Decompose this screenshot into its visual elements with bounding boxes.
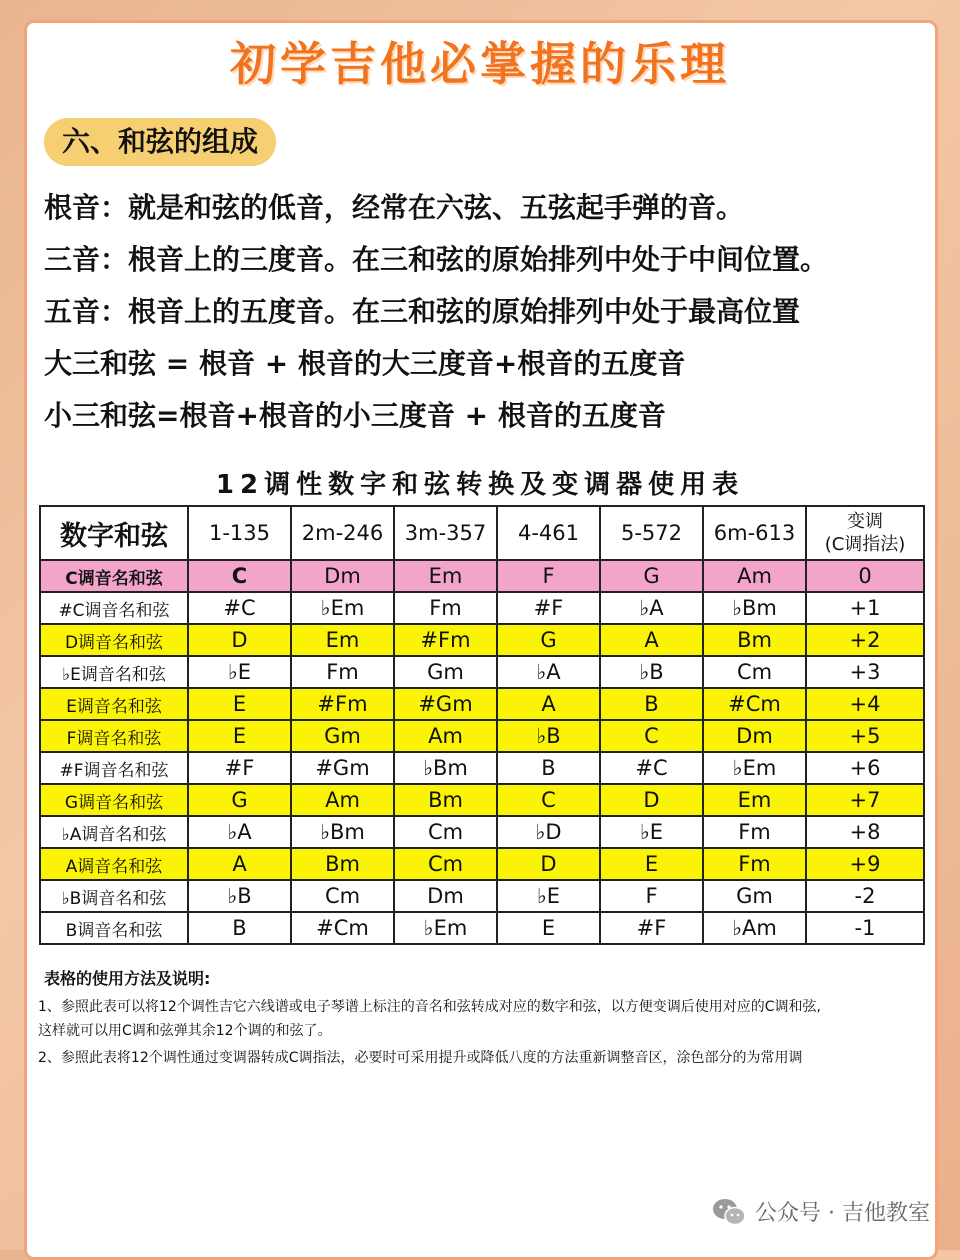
chord-cell: A	[188, 848, 291, 880]
chord-cell: #Fm	[394, 624, 497, 656]
table-header-row	[40, 506, 924, 560]
chord-cell: B	[497, 752, 600, 784]
chord-cell: Bm	[291, 848, 394, 880]
table-row	[40, 720, 924, 752]
chord-cell: ♭A	[188, 816, 291, 848]
chord-cell: Am	[291, 784, 394, 816]
chord-cell: G	[188, 784, 291, 816]
chord-cell: Am	[703, 560, 806, 592]
footer-watermark	[711, 1196, 930, 1227]
chord-cell: ♭Em	[703, 752, 806, 784]
chord-cell: ♭A	[497, 656, 600, 688]
header-col: 4-461	[497, 506, 600, 560]
transpose-value: +8	[806, 816, 924, 848]
chord-cell: ♭Em	[394, 912, 497, 944]
chord-cell: ♭A	[600, 592, 703, 624]
header-col: 3m-357	[394, 506, 497, 560]
chord-cell: ♭Bm	[291, 816, 394, 848]
chord-cell: Fm	[703, 848, 806, 880]
header-transpose-label: 变调	[847, 511, 883, 532]
chord-cell: #Gm	[394, 688, 497, 720]
transpose-value: +1	[806, 592, 924, 624]
table-row	[40, 624, 924, 656]
chord-cell: #Fm	[291, 688, 394, 720]
table-row	[40, 656, 924, 688]
header-col: 6m-613	[703, 506, 806, 560]
chord-cell: Gm	[703, 880, 806, 912]
row-key-name: #F调音名和弦	[40, 752, 188, 784]
note-item: 1、参照此表可以将12个调性吉它六线谱或电子琴谱上标注的音名和弦转成对应的数字和弦，以方便变调后使用对应的C调和弦,	[38, 999, 821, 1015]
chord-table	[39, 505, 925, 945]
chord-cell: #Gm	[291, 752, 394, 784]
table-row	[40, 592, 924, 624]
table-body	[40, 560, 924, 944]
chord-cell: D	[600, 784, 703, 816]
chord-cell: A	[600, 624, 703, 656]
chord-cell: F	[600, 880, 703, 912]
chord-cell: G	[600, 560, 703, 592]
table-row	[40, 848, 924, 880]
definition-third: 三音：根音上的三度音。在三和弦的原始排列中处于中间位置。	[44, 243, 829, 276]
chord-cell: B	[188, 912, 291, 944]
row-key-name: A调音名和弦	[40, 848, 188, 880]
chord-cell: C	[497, 784, 600, 816]
row-key-name: ♭A调音名和弦	[40, 816, 188, 848]
chord-cell: #F	[600, 912, 703, 944]
chord-cell: E	[188, 720, 291, 752]
header-transpose-sub: (C调指法)	[824, 534, 906, 555]
chord-cell: C	[600, 720, 703, 752]
chord-cell: Em	[394, 560, 497, 592]
chord-cell: #Cm	[291, 912, 394, 944]
chord-cell: Cm	[394, 848, 497, 880]
chord-cell: ♭E	[600, 816, 703, 848]
row-key-name: ♭B调音名和弦	[40, 880, 188, 912]
chord-cell: F	[497, 560, 600, 592]
chord-cell: ♭Bm	[703, 592, 806, 624]
chord-cell: ♭E	[497, 880, 600, 912]
chord-cell: Cm	[703, 656, 806, 688]
chord-cell: Dm	[703, 720, 806, 752]
chord-cell: Gm	[394, 656, 497, 688]
transpose-value: -2	[806, 880, 924, 912]
chord-cell: Fm	[703, 816, 806, 848]
transpose-value: +5	[806, 720, 924, 752]
chord-cell: Cm	[394, 816, 497, 848]
row-key-name: C调音名和弦	[40, 560, 188, 592]
chord-cell: #C	[188, 592, 291, 624]
row-key-name: B调音名和弦	[40, 912, 188, 944]
chord-cell: Fm	[394, 592, 497, 624]
header-col: 2m-246	[291, 506, 394, 560]
transpose-value: +7	[806, 784, 924, 816]
transpose-value: -1	[806, 912, 924, 944]
chord-cell: ♭Bm	[394, 752, 497, 784]
chord-cell: D	[188, 624, 291, 656]
table-row	[40, 880, 924, 912]
chord-cell: Dm	[394, 880, 497, 912]
chord-cell: C	[188, 560, 291, 592]
transpose-value: +9	[806, 848, 924, 880]
row-key-name: E调音名和弦	[40, 688, 188, 720]
note-item: 这样就可以用C调和弦弹其余12个调的和弦了。	[38, 1023, 332, 1039]
row-key-name: #C调音名和弦	[40, 592, 188, 624]
row-key-name: D调音名和弦	[40, 624, 188, 656]
chord-cell: #C	[600, 752, 703, 784]
chord-cell: E	[497, 912, 600, 944]
chord-cell: A	[497, 688, 600, 720]
chord-cell: E	[600, 848, 703, 880]
chord-cell: ♭B	[600, 656, 703, 688]
chord-cell: ♭D	[497, 816, 600, 848]
transpose-value: +6	[806, 752, 924, 784]
transpose-value: +4	[806, 688, 924, 720]
header-transpose	[806, 506, 924, 560]
wechat-icon	[711, 1197, 747, 1227]
definition-root: 根音：就是和弦的低音，经常在六弦、五弦起手弹的音。	[44, 191, 745, 224]
header-digit-chord: 数字和弦	[40, 506, 188, 560]
chord-cell: Am	[394, 720, 497, 752]
table-row	[40, 560, 924, 592]
row-key-name: F调音名和弦	[40, 720, 188, 752]
chord-cell: #Cm	[703, 688, 806, 720]
table-row	[40, 912, 924, 944]
table-row	[40, 752, 924, 784]
chord-cell: Em	[291, 624, 394, 656]
chord-cell: G	[497, 624, 600, 656]
chord-cell: #F	[497, 592, 600, 624]
chord-cell: ♭Am	[703, 912, 806, 944]
definition-fifth: 五音：根音上的五度音。在三和弦的原始排列中处于最高位置	[44, 295, 801, 328]
note-item: 2、参照此表将12个调性通过变调器转成C调指法，必要时可采用提升或降低八度的方法重新调整音区，涂色部分的为常用调	[38, 1050, 803, 1066]
chord-cell: Gm	[291, 720, 394, 752]
footer-text: 公众号 · 吉他教室	[755, 1201, 930, 1226]
page-title: 初学吉他必掌握的乐理	[230, 37, 730, 91]
chord-cell: ♭B	[497, 720, 600, 752]
chord-cell: Bm	[703, 624, 806, 656]
section-label: 六、和弦的组成	[44, 118, 276, 166]
chord-cell: Cm	[291, 880, 394, 912]
chord-cell: ♭E	[188, 656, 291, 688]
notes-title: 表格的使用方法及说明:	[44, 969, 211, 988]
chord-cell: ♭Em	[291, 592, 394, 624]
chord-cell: D	[497, 848, 600, 880]
transpose-value: +3	[806, 656, 924, 688]
chord-cell: ♭B	[188, 880, 291, 912]
chord-cell: Dm	[291, 560, 394, 592]
chord-cell: E	[188, 688, 291, 720]
definition-minor-triad: 小三和弦=根音+根音的小三度音 + 根音的五度音	[44, 399, 666, 432]
table-row	[40, 688, 924, 720]
chord-cell: Bm	[394, 784, 497, 816]
table-title: 12调性数字和弦转换及变调器使用表	[215, 470, 745, 500]
transpose-value: 0	[806, 560, 924, 592]
transpose-value: +2	[806, 624, 924, 656]
header-col: 5-572	[600, 506, 703, 560]
table-row	[40, 816, 924, 848]
chord-cell: #F	[188, 752, 291, 784]
chord-cell: Fm	[291, 656, 394, 688]
chord-cell: Em	[703, 784, 806, 816]
table-row	[40, 784, 924, 816]
row-key-name: ♭E调音名和弦	[40, 656, 188, 688]
row-key-name: G调音名和弦	[40, 784, 188, 816]
header-col: 1-135	[188, 506, 291, 560]
definition-major-triad: 大三和弦 = 根音 + 根音的大三度音+根音的五度音	[44, 347, 686, 380]
chord-cell: B	[600, 688, 703, 720]
